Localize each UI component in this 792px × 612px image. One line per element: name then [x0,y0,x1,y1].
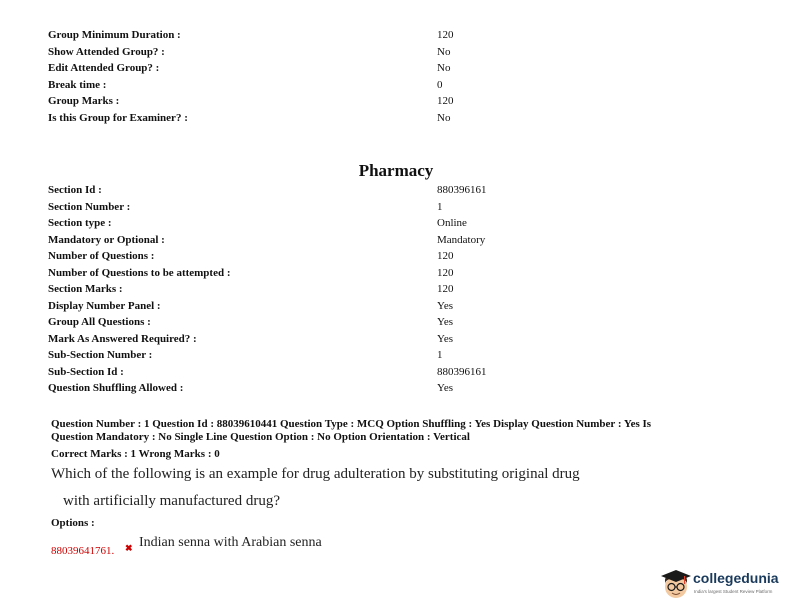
question-text-line: with artificially manufactured drug? [63,493,280,509]
kv-row [0,44,792,60]
section-title: Pharmacy [358,161,434,180]
field-label: Sub-Section Id : [48,366,124,378]
field-value: Mandatory [437,234,486,246]
field-value: No [437,112,451,124]
field-value: 120 [437,250,454,262]
question-meta [51,418,751,444]
kv-row [0,248,792,264]
field-value: 880396161 [437,366,487,378]
field-value: 120 [437,95,454,107]
field-label: Group Marks : [48,95,120,107]
question-meta-line: Question Mandatory : No Single Line Question Option : No Option Orientation : Vertical [51,431,470,443]
field-label: Mark As Answered Required? : [48,333,197,345]
field-label: Number of Questions to be attempted : [48,267,231,279]
field-label: Section type : [48,217,112,229]
kv-row [0,281,792,297]
field-value: Yes [437,333,454,345]
field-value: No [437,46,451,58]
kv-row [0,77,792,93]
kv-row [0,380,792,396]
field-label: Mandatory or Optional : [48,234,165,246]
field-label: Section Id : [48,184,102,196]
field-label: Section Marks : [48,283,123,295]
options-label: Options : [51,517,95,529]
wrong-mark-icon: ✖ [125,543,133,553]
kv-row [0,199,792,215]
field-value: 120 [437,29,454,41]
kv-row [0,182,792,198]
field-label: Number of Questions : [48,250,155,262]
kv-row [0,60,792,76]
question-marks: Correct Marks : 1 Wrong Marks : 0 [51,448,220,460]
kv-row [0,93,792,109]
field-value: Yes [437,382,454,394]
logo-brand: collegedunia [693,570,779,586]
field-label: Display Number Panel : [48,300,161,312]
field-value: 880396161 [437,184,487,196]
collegedunia-logo [660,568,785,604]
logo-tagline: India's largest Student Review Platform [694,589,773,594]
kv-row [0,265,792,281]
kv-row [0,314,792,330]
field-value: 120 [437,283,454,295]
field-value: 1 [437,349,443,361]
field-label: Group Minimum Duration : [48,29,181,41]
field-value: 0 [437,79,443,91]
field-label: Section Number : [48,201,131,213]
field-label: Sub-Section Number : [48,349,153,361]
question-meta-line: Question Number : 1 Question Id : 88039610441 Question Type : MCQ Option Shuffling : Yes Display Question Number : Yes Is [51,418,652,430]
option-text: Indian senna with Arabian senna [139,535,322,550]
kv-row [0,232,792,248]
kv-row [0,27,792,43]
kv-row [0,110,792,126]
field-value: 120 [437,267,454,279]
question-text-line: Which of the following is an example for drug adulteration by substituting original drug [51,466,580,482]
field-label: Group All Questions : [48,316,151,328]
kv-row [0,331,792,347]
field-label: Is this Group for Examiner? : [48,112,188,124]
field-value: No [437,62,451,74]
field-value: Online [437,217,467,229]
kv-row [0,347,792,363]
kv-row [0,215,792,231]
field-label: Break time : [48,79,107,91]
kv-row [0,298,792,314]
field-label: Edit Attended Group? : [48,62,160,74]
field-label: Question Shuffling Allowed : [48,382,184,394]
field-label: Show Attended Group? : [48,46,165,58]
graduate-icon [660,568,692,602]
field-value: Yes [437,300,454,312]
field-value: Yes [437,316,454,328]
option-id: 88039641761. [51,545,115,557]
kv-row [0,364,792,380]
field-value: 1 [437,201,443,213]
